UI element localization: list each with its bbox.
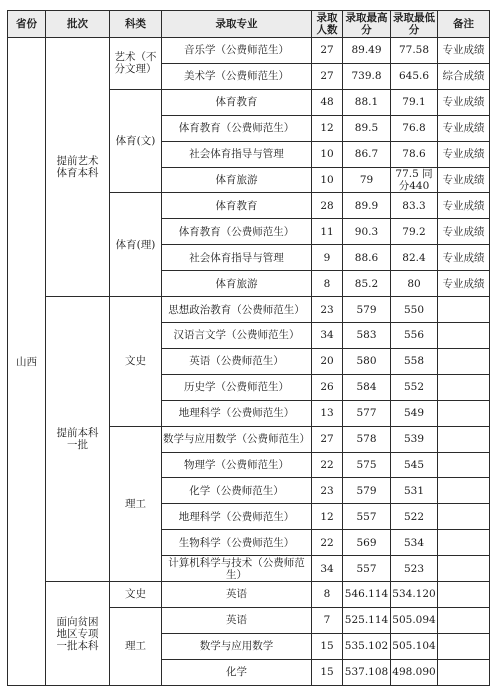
count-cell: 15 bbox=[312, 659, 343, 685]
major-cell: 体育教育 bbox=[162, 89, 312, 115]
batch-cell: 提前艺术体育本科 bbox=[46, 38, 110, 297]
major-cell: 音乐学（公费师范生） bbox=[162, 38, 312, 64]
max-score-cell: 557 bbox=[343, 504, 391, 530]
min-score-cell: 522 bbox=[391, 504, 438, 530]
max-score-cell: 89.9 bbox=[343, 193, 391, 219]
count-cell: 8 bbox=[312, 271, 343, 297]
min-score-cell: 83.3 bbox=[391, 193, 438, 219]
note-cell bbox=[438, 633, 490, 659]
header-category: 科类 bbox=[110, 11, 162, 38]
min-score-cell: 505.094 bbox=[391, 607, 438, 633]
min-score-cell: 539 bbox=[391, 426, 438, 452]
count-cell: 7 bbox=[312, 607, 343, 633]
count-cell: 34 bbox=[312, 322, 343, 348]
max-score-cell: 525.114 bbox=[343, 607, 391, 633]
header-province: 省份 bbox=[8, 11, 46, 38]
category-cell: 艺术（不分文理） bbox=[110, 38, 162, 90]
category-cell: 体育(文) bbox=[110, 89, 162, 193]
table-row bbox=[8, 38, 490, 64]
count-cell: 22 bbox=[312, 530, 343, 556]
major-cell: 社会体育指导与管理 bbox=[162, 141, 312, 167]
min-score-cell: 558 bbox=[391, 348, 438, 374]
max-score-cell: 578 bbox=[343, 426, 391, 452]
major-cell: 英语（公费师范生） bbox=[162, 348, 312, 374]
min-score-cell: 534 bbox=[391, 530, 438, 556]
count-cell: 27 bbox=[312, 63, 343, 89]
major-cell: 数学与应用数学（公费师范生） bbox=[162, 426, 312, 452]
header-min: 录取最低分 bbox=[391, 11, 438, 38]
min-score-cell: 498.090 bbox=[391, 659, 438, 685]
category-cell: 文史 bbox=[110, 582, 162, 608]
max-score-cell: 88.6 bbox=[343, 245, 391, 271]
note-cell bbox=[438, 400, 490, 426]
note-cell: 综合成绩 bbox=[438, 63, 490, 89]
min-score-cell: 523 bbox=[391, 556, 438, 582]
major-cell: 美术学（公费师范生） bbox=[162, 63, 312, 89]
note-cell: 专业成绩 bbox=[438, 141, 490, 167]
min-score-cell: 545 bbox=[391, 452, 438, 478]
count-cell: 8 bbox=[312, 582, 343, 608]
note-cell bbox=[438, 322, 490, 348]
major-cell: 计算机科学与技术（公费师范生） bbox=[162, 556, 312, 582]
note-cell: 专业成绩 bbox=[438, 115, 490, 141]
note-cell bbox=[438, 297, 490, 323]
max-score-cell: 584 bbox=[343, 374, 391, 400]
note-cell bbox=[438, 504, 490, 530]
min-score-cell: 77.58 bbox=[391, 38, 438, 64]
major-cell: 化学 bbox=[162, 659, 312, 685]
min-score-cell: 556 bbox=[391, 322, 438, 348]
major-cell: 思想政治教育（公费师范生） bbox=[162, 297, 312, 323]
max-score-cell: 575 bbox=[343, 452, 391, 478]
count-cell: 10 bbox=[312, 141, 343, 167]
count-cell: 10 bbox=[312, 167, 343, 193]
major-cell: 汉语言文学（公费师范生） bbox=[162, 322, 312, 348]
major-cell: 体育教育 bbox=[162, 193, 312, 219]
note-cell bbox=[438, 374, 490, 400]
count-cell: 26 bbox=[312, 374, 343, 400]
min-score-cell: 80 bbox=[391, 271, 438, 297]
min-score-cell: 531 bbox=[391, 478, 438, 504]
major-cell: 物理学（公费师范生） bbox=[162, 452, 312, 478]
batch-cell: 面向贫困地区专项一批本科 bbox=[46, 582, 110, 686]
note-cell: 专业成绩 bbox=[438, 271, 490, 297]
min-score-cell: 552 bbox=[391, 374, 438, 400]
header-major: 录取专业 bbox=[162, 11, 312, 38]
category-cell: 文史 bbox=[110, 297, 162, 427]
max-score-cell: 580 bbox=[343, 348, 391, 374]
count-cell: 11 bbox=[312, 219, 343, 245]
major-cell: 体育教育（公费师范生） bbox=[162, 115, 312, 141]
max-score-cell: 546.114 bbox=[343, 582, 391, 608]
major-cell: 生物科学（公费师范生） bbox=[162, 530, 312, 556]
count-cell: 27 bbox=[312, 426, 343, 452]
note-cell: 专业成绩 bbox=[438, 38, 490, 64]
note-cell bbox=[438, 426, 490, 452]
header-max: 录取最高分 bbox=[343, 11, 391, 38]
min-score-cell: 550 bbox=[391, 297, 438, 323]
major-cell: 社会体育指导与管理 bbox=[162, 245, 312, 271]
max-score-cell: 85.2 bbox=[343, 271, 391, 297]
max-score-cell: 579 bbox=[343, 297, 391, 323]
table-row bbox=[8, 297, 490, 323]
note-cell: 专业成绩 bbox=[438, 193, 490, 219]
min-score-cell: 79.1 bbox=[391, 89, 438, 115]
count-cell: 27 bbox=[312, 38, 343, 64]
max-score-cell: 88.1 bbox=[343, 89, 391, 115]
min-score-cell: 505.104 bbox=[391, 633, 438, 659]
major-cell: 地理科学（公费师范生） bbox=[162, 504, 312, 530]
count-cell: 12 bbox=[312, 115, 343, 141]
major-cell: 地理科学（公费师范生） bbox=[162, 400, 312, 426]
max-score-cell: 577 bbox=[343, 400, 391, 426]
max-score-cell: 86.7 bbox=[343, 141, 391, 167]
min-score-cell: 76.8 bbox=[391, 115, 438, 141]
max-score-cell: 583 bbox=[343, 322, 391, 348]
count-cell: 20 bbox=[312, 348, 343, 374]
table-row bbox=[8, 582, 490, 608]
count-cell: 28 bbox=[312, 193, 343, 219]
table-body bbox=[8, 38, 490, 686]
max-score-cell: 89.5 bbox=[343, 115, 391, 141]
max-score-cell: 535.102 bbox=[343, 633, 391, 659]
note-cell bbox=[438, 582, 490, 608]
note-cell bbox=[438, 556, 490, 582]
note-cell bbox=[438, 607, 490, 633]
note-cell bbox=[438, 530, 490, 556]
category-cell: 理工 bbox=[110, 426, 162, 581]
min-score-cell: 645.6 bbox=[391, 63, 438, 89]
max-score-cell: 739.8 bbox=[343, 63, 391, 89]
note-cell: 专业成绩 bbox=[438, 219, 490, 245]
max-score-cell: 79 bbox=[343, 167, 391, 193]
note-cell bbox=[438, 348, 490, 374]
header-note: 备注 bbox=[438, 11, 490, 38]
province-cell: 山西 bbox=[8, 38, 46, 686]
count-cell: 23 bbox=[312, 478, 343, 504]
header-batch: 批次 bbox=[46, 11, 110, 38]
major-cell: 体育旅游 bbox=[162, 167, 312, 193]
count-cell: 22 bbox=[312, 452, 343, 478]
count-cell: 15 bbox=[312, 633, 343, 659]
max-score-cell: 579 bbox=[343, 478, 391, 504]
max-score-cell: 90.3 bbox=[343, 219, 391, 245]
batch-cell: 提前本科一批 bbox=[46, 297, 110, 582]
major-cell: 体育教育（公费师范生） bbox=[162, 219, 312, 245]
note-cell: 专业成绩 bbox=[438, 89, 490, 115]
max-score-cell: 89.49 bbox=[343, 38, 391, 64]
major-cell: 历史学（公费师范生） bbox=[162, 374, 312, 400]
major-cell: 英语 bbox=[162, 607, 312, 633]
count-cell: 48 bbox=[312, 89, 343, 115]
major-cell: 化学（公费师范生） bbox=[162, 478, 312, 504]
max-score-cell: 569 bbox=[343, 530, 391, 556]
count-cell: 12 bbox=[312, 504, 343, 530]
min-score-cell: 79.2 bbox=[391, 219, 438, 245]
count-cell: 13 bbox=[312, 400, 343, 426]
min-score-cell: 534.120 bbox=[391, 582, 438, 608]
count-cell: 23 bbox=[312, 297, 343, 323]
major-cell: 数学与应用数学 bbox=[162, 633, 312, 659]
count-cell: 34 bbox=[312, 556, 343, 582]
note-cell: 专业成绩 bbox=[438, 245, 490, 271]
major-cell: 体育旅游 bbox=[162, 271, 312, 297]
category-cell: 理工 bbox=[110, 607, 162, 685]
admission-table bbox=[7, 10, 490, 686]
header-count: 录取人数 bbox=[312, 11, 343, 38]
max-score-cell: 557 bbox=[343, 556, 391, 582]
min-score-cell: 78.6 bbox=[391, 141, 438, 167]
note-cell bbox=[438, 478, 490, 504]
max-score-cell: 537.108 bbox=[343, 659, 391, 685]
header-row bbox=[8, 11, 490, 38]
note-cell bbox=[438, 452, 490, 478]
min-score-cell: 549 bbox=[391, 400, 438, 426]
note-cell: 专业成绩 bbox=[438, 167, 490, 193]
count-cell: 9 bbox=[312, 245, 343, 271]
min-score-cell: 82.4 bbox=[391, 245, 438, 271]
min-score-cell: 77.5 同分440 bbox=[391, 167, 438, 193]
note-cell bbox=[438, 659, 490, 685]
category-cell: 体育(理) bbox=[110, 193, 162, 297]
major-cell: 英语 bbox=[162, 582, 312, 608]
